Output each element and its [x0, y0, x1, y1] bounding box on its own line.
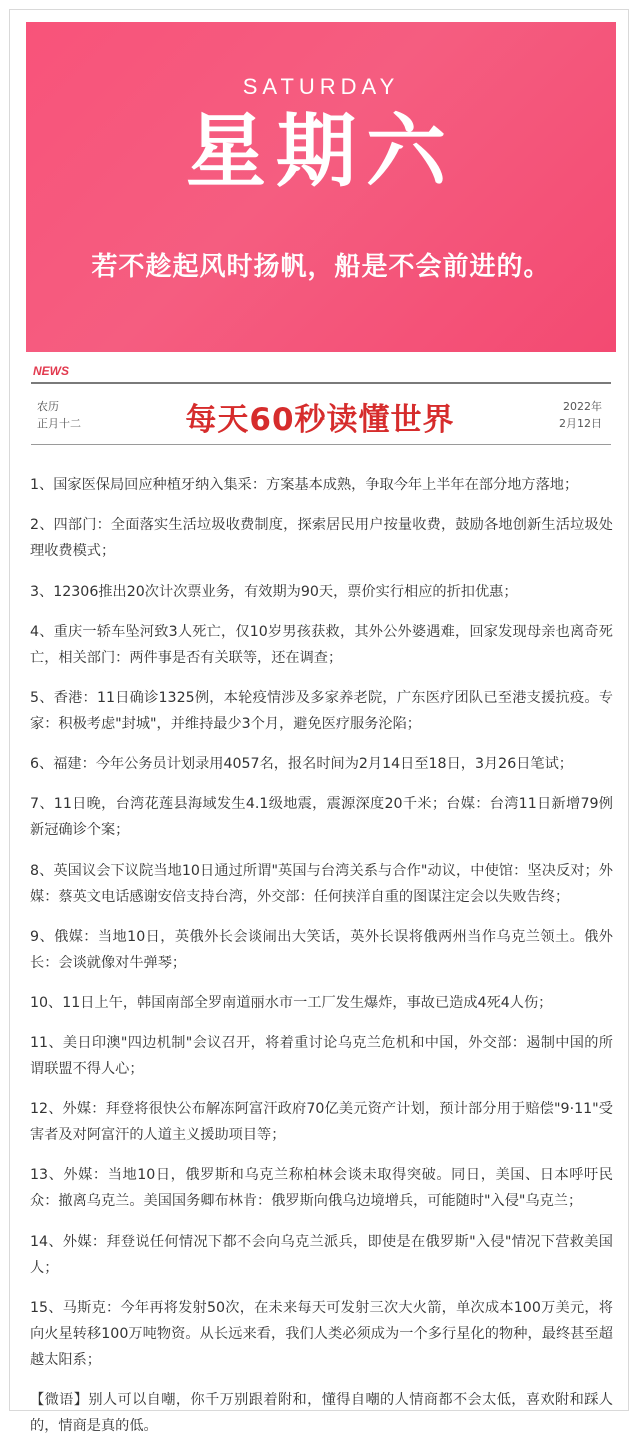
news-item-8: 8、英国议会下议院当地10日通过所谓"英国与台湾关系与合作"动议，中使馆：坚决反对；外媒：蔡英文电话感谢安倍支持台湾，外交部：任何挟洋自重的图谋注定会以失败告终；	[30, 862, 613, 905]
news-item-7: 7、11日晚，台湾花莲县海域发生4.1级地震，震源深度20千米；台媒：台湾11日新增79例新冠确诊个案；	[30, 796, 613, 839]
banner	[26, 22, 616, 352]
news-item-4: 4、重庆一轿车坠河致3人死亡，仅10岁男孩获救，其外公外婆遇难，回家发现母亲也离奇死亡，相关部门：两件事是否有关联等，还在调查；	[30, 623, 613, 666]
news-item-9: 9、俄媒：当地10日，英俄外长会谈闹出大笑话，英外长误将俄两州当作乌克兰领土。俄外长：会谈就像对牛弹琴；	[30, 928, 613, 971]
lunar-date: 正月十二	[37, 417, 81, 430]
lunar-label: 农历	[37, 400, 59, 413]
date-month-day: 2月12日	[559, 417, 602, 430]
news-item-3: 3、12306推出20次计次票业务，有效期为90天，票价实行相应的折扣优惠；	[30, 583, 518, 600]
news-item-14: 14、外媒：拜登说任何情况下都不会向乌克兰派兵，即使是在俄罗斯"入侵"情况下营救美国人；	[30, 1233, 613, 1276]
news-list	[30, 458, 613, 1453]
news-item-10: 10、11日上午，韩国南部全罗南道丽水市一工厂发生爆炸，事故已造成4死4人伤；	[30, 994, 553, 1011]
news-tag: NEWS	[33, 364, 69, 378]
news-item-5: 5、香港：11日确诊1325例，本轮疫情涉及多家养老院，广东医疗团队已至港支援抗疫。专家：积极考虑"封城"，并维持最少3个月，避免医疗服务沦陷；	[30, 689, 613, 732]
header-divider-top	[31, 382, 611, 384]
header-divider-bottom	[31, 444, 611, 445]
news-item-12: 12、外媒：拜登将很快公布解冻阿富汗政府70亿美元资产计划，预计部分用于赔偿"9·11"受害者及对阿富汗的人道主义援助项目等；	[30, 1101, 613, 1144]
page-title: 每天60秒读懂世界	[185, 402, 455, 438]
news-item-13: 13、外媒：当地10日，俄罗斯和乌克兰称柏林会谈未取得突破。同日，美国、日本呼吁民众：撤离乌克兰。美国国务卿布林肯：俄罗斯向俄乌边境增兵，可能随时"入侵"乌克兰；	[30, 1167, 613, 1210]
news-item-6: 6、福建：今年公务员计划录用4057名，报名时间为2月14日至18日，3月26日笔试；	[30, 756, 573, 773]
news-item-2: 2、四部门：全面落实生活垃圾收费制度，探索居民用户按量收费，鼓励各地创新生活垃圾处理收费模式；	[30, 517, 613, 560]
news-item-1: 1、国家医保局回应种植牙纳入集采：方案基本成熟，争取今年上半年在部分地方落地；	[30, 477, 579, 494]
weekday-chinese: 星期六	[186, 105, 456, 198]
news-item-15: 15、马斯克：今年再将发射50次，在未来每天可发射三次大火箭，单次成本100万美元，将向火星转移100万吨物资。从长远来看，我们人类必须成为一个多行星化的物种，最终甚至超越太阳系；	[30, 1299, 613, 1368]
daily-motto: 若不趁起风时扬帆，船是不会前进的。	[91, 252, 551, 282]
weekday-english: SATURDAY	[242, 74, 400, 99]
date-year: 2022年	[563, 400, 602, 413]
news-item-11: 11、美日印澳"四边机制"会议召开，将着重讨论乌克兰危机和中国，外交部：遏制中国的所谓联盟不得人心；	[30, 1035, 613, 1078]
lunar-date-block	[37, 398, 81, 432]
gregorian-date-block	[559, 398, 602, 432]
daily-quote: 【微语】别人可以自嘲，你千万别跟着附和，懂得自嘲的人情商都不会太低，喜欢附和踩人的，情商是真的低。	[30, 1392, 613, 1434]
